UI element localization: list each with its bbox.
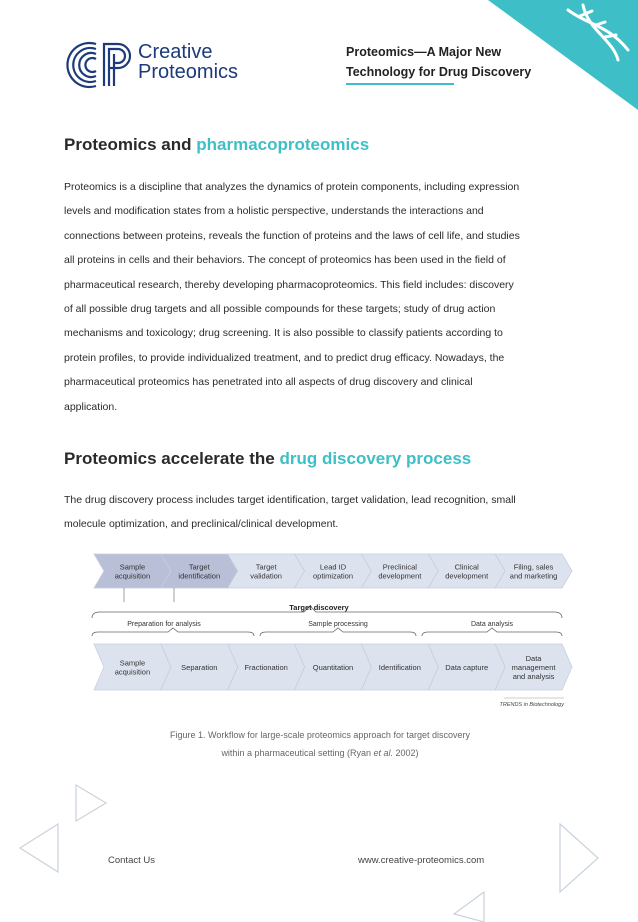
website-link[interactable]: www.creative-proteomics.com bbox=[358, 855, 485, 866]
figure-caption bbox=[120, 726, 520, 762]
triangle-outline-icon bbox=[558, 822, 600, 894]
section-1-heading-plain: Proteomics and bbox=[64, 135, 197, 154]
caption-italic: et al. bbox=[373, 748, 394, 758]
brand-line-1: Creative bbox=[138, 41, 213, 63]
document-title-line-1: Proteomics—A Major New bbox=[346, 45, 502, 59]
workflow-step-label: Fractionation bbox=[244, 663, 288, 672]
paragraph-line: The drug discovery process includes target identification, target validation, lead recognition, small bbox=[64, 494, 516, 506]
group-label: Data analysis bbox=[470, 621, 514, 628]
caption-text-end: 2002) bbox=[393, 748, 419, 758]
paragraph-line: of all possible drug targets and all possible compounds for these targets; study of drug action bbox=[64, 303, 496, 316]
caption-line-1: Figure 1. Workflow for large-scale proteomics approach for target discovery bbox=[170, 730, 470, 740]
workflow-step-label: Sample acquisition bbox=[114, 658, 151, 677]
workflow-step-label: Clinical development bbox=[445, 562, 489, 581]
caption-text: within a pharmaceutical setting (Ryan bbox=[221, 748, 374, 758]
contact-us-link[interactable]: Contact Us bbox=[108, 855, 155, 866]
paragraph-line: mechanisms and toxicology; drug screening. It is also possible to classify patients according to bbox=[64, 327, 503, 340]
workflow-step-label: Sample acquisition bbox=[114, 562, 151, 581]
section-2-heading-accent: drug discovery process bbox=[279, 449, 472, 468]
paragraph-line: all proteins in cells and their behaviors. The concept of proteomics has been used in the field of bbox=[64, 254, 506, 267]
section-1-heading bbox=[64, 135, 369, 155]
group-bracket bbox=[422, 628, 562, 636]
section-2-heading bbox=[64, 449, 471, 469]
paragraph-line: protein profiles, to provide individualized treatment, and to predict drug efficacy. Nowadays, the bbox=[64, 351, 505, 364]
group-label: Preparation for analysis bbox=[127, 621, 201, 628]
workflow-step-label: Preclinical development bbox=[378, 562, 422, 581]
paragraph-line: levels and modification states from a holistic perspective, understands the interactions and bbox=[64, 205, 484, 218]
brand-line-2: Proteomics bbox=[138, 61, 239, 83]
title-underline bbox=[346, 83, 454, 85]
document-title-line-2: Technology for Drug Discovery bbox=[346, 65, 532, 79]
paragraph-line: application. bbox=[64, 400, 118, 413]
group-bracket bbox=[92, 628, 254, 636]
section-1-heading-accent: pharmacoproteomics bbox=[196, 135, 370, 154]
paragraph-line: Proteomics is a discipline that analyzes the dynamics of protein components, including expression bbox=[64, 181, 520, 193]
section-1-paragraph bbox=[64, 175, 570, 419]
workflow-step-label: Data capture bbox=[445, 663, 489, 672]
workflow-step-label: Target validation bbox=[250, 562, 282, 581]
section-2-heading-plain: Proteomics accelerate the bbox=[64, 449, 280, 468]
workflow-step-label: Target identification bbox=[178, 562, 221, 581]
paragraph-line: molecule optimization, and preclinical/clinical development. bbox=[64, 518, 339, 531]
workflow-step-label: Lead ID optimization bbox=[312, 562, 354, 581]
paragraph-line: connections between proteins, reveals the function of proteins and the laws of cell life, and studies bbox=[64, 229, 520, 242]
section-2-paragraph bbox=[64, 488, 570, 537]
triangle-outline-icon bbox=[452, 890, 486, 922]
group-bracket bbox=[260, 628, 416, 636]
workflow-figure bbox=[64, 550, 574, 715]
group-label: Sample processing bbox=[308, 621, 368, 628]
target-discovery-label: Target discovery bbox=[289, 603, 349, 612]
workflow-step-label: Data management and analysis bbox=[511, 654, 556, 681]
document-title bbox=[346, 42, 546, 82]
workflow-step-label: Filing, sales and marketing bbox=[509, 562, 558, 581]
triangle-outline-icon bbox=[18, 822, 60, 874]
workflow-step-label: Separation bbox=[181, 663, 218, 672]
workflow-step-label: Quantitation bbox=[312, 663, 354, 672]
workflow-step-label: Identification bbox=[378, 663, 421, 672]
paragraph-line: pharmaceutical research, thereby developing pharmacoproteomics. This field includes: discovery bbox=[64, 278, 514, 291]
brand-name bbox=[138, 42, 238, 82]
paragraph-line: pharmaceutical proteomics has penetrated into all aspects of drug discovery and clinical bbox=[64, 376, 473, 389]
triangle-outline-icon bbox=[74, 783, 108, 823]
figure-source: TRENDS in Biotechnology bbox=[499, 702, 564, 708]
caption-line-2 bbox=[120, 744, 520, 762]
